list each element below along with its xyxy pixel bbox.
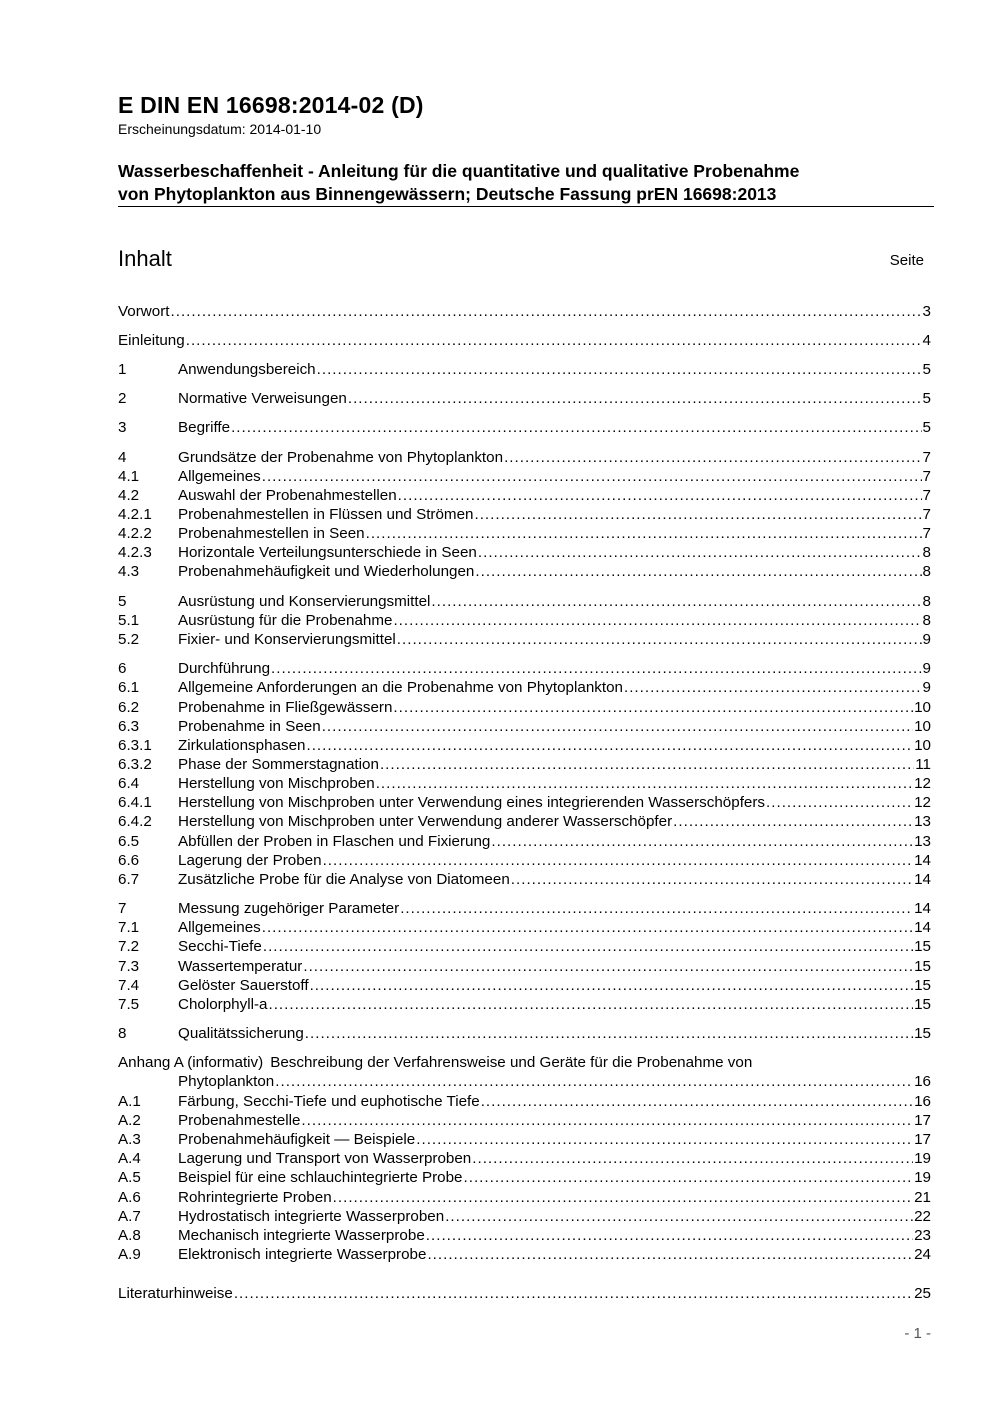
toc-entry-number: 7.1 [118,919,140,936]
toc-entry-label: Wassertemperatur [178,958,303,975]
toc-entry-page: 7 [922,525,931,542]
toc-entry-page: 15 [914,977,931,994]
toc-entry-number: 6.3 [118,718,140,735]
toc-entry-number: 6.6 [118,852,140,869]
toc-entry-number: A.7 [118,1208,141,1225]
toc-entry-page: 7 [922,487,931,504]
dot-leader [323,851,914,870]
toc-entry-page: 4 [922,332,931,349]
toc-entry[interactable] [118,1024,931,1043]
page-number: - 1 - [904,1325,931,1342]
toc-entry-number: 4.2 [118,487,140,504]
toc-entry-label: Probenahmestelle [178,1112,301,1129]
dot-leader [231,418,921,437]
toc-entry[interactable] [118,1245,931,1264]
toc-entry-label: Ausrüstung für die Probenahme [178,612,393,629]
dot-leader [511,870,913,889]
page-column-label: Seite [889,252,924,269]
toc-entry-page: 11 [915,756,931,773]
dot-leader [275,1072,913,1091]
toc-entry-label: Hydrostatisch integrierte Wasserproben [178,1208,445,1225]
toc-entry-number: 6.3.2 [118,756,152,773]
dot-leader [478,543,922,562]
toc-entry-page: 14 [914,871,931,888]
toc-entry-page: 19 [914,1150,931,1167]
toc-entry-page: 16 [914,1073,931,1090]
toc-entry-number: 4.2.2 [118,525,152,542]
dot-leader [305,1024,913,1043]
toc-entry-page: 9 [922,631,931,648]
toc-entry[interactable] [118,302,931,321]
toc-entry-number: 6.4.2 [118,813,152,830]
toc-entry[interactable] [118,562,931,581]
toc-entry-page: 7 [922,449,931,466]
toc-entry[interactable] [118,812,931,831]
toc-entry-number: 5 [118,593,127,610]
dot-leader [398,486,922,505]
toc-entry-page: 10 [914,737,931,754]
annex-a-title: Beschreibung der Verfahrensweise und Geräte für die Probenahme von [270,1054,753,1071]
toc-entry-label: Vorwort [118,303,170,320]
toc-entry-number: 7.4 [118,977,140,994]
dot-leader [376,774,913,793]
toc-entry[interactable] [118,1207,931,1226]
dot-leader [333,1188,913,1207]
dot-leader [322,717,913,736]
toc-entry[interactable] [118,755,931,774]
toc-entry-number: 6.5 [118,833,140,850]
toc-entry-label: Einleitung [118,332,185,349]
dot-leader [306,736,913,755]
toc-entry-number: A.2 [118,1112,141,1129]
dot-leader [766,793,913,812]
toc-entry[interactable] [118,937,931,956]
toc-entry-page: 8 [922,593,931,610]
toc-entry-label: Elektronisch integrierte Wasserprobe [178,1246,427,1263]
toc-entry-number: A.5 [118,1169,141,1186]
dot-leader [491,832,913,851]
toc-annex-a-heading[interactable] [118,1053,931,1072]
toc-entry-label: Mechanisch integrierte Wasserprobe [178,1227,425,1244]
toc-entry[interactable] [118,736,931,755]
dot-leader [262,918,913,937]
toc-entry[interactable] [118,870,931,889]
dot-leader [268,995,913,1014]
toc-entry-label: Durchführung [178,660,271,677]
toc-entry-page: 14 [914,852,931,869]
toc-entry-page: 17 [914,1131,931,1148]
toc-entry[interactable] [118,448,931,467]
toc-entry-label: Allgemeines [178,468,261,485]
toc-entry-page: 12 [914,794,931,811]
toc-entry-number: A.3 [118,1131,141,1148]
table-of-contents [118,0,931,1403]
toc-entry-number: 4.3 [118,563,140,580]
toc-heading: Inhalt [118,246,172,271]
toc-entry-number: 8 [118,1025,127,1042]
toc-entry[interactable] [118,851,931,870]
toc-entry[interactable] [118,524,931,543]
toc-entry-number: 4.2.1 [118,506,152,523]
toc-entry[interactable] [118,418,931,437]
toc-entry-page: 8 [922,563,931,580]
toc-entry-number: 5.2 [118,631,140,648]
toc-entry-number: A.1 [118,1093,141,1110]
toc-entry-page: 19 [914,1169,931,1186]
toc-entry-label: Allgemeines [178,919,261,936]
toc-entry-label: Normative Verweisungen [178,390,347,407]
publication-date: Erscheinungsdatum: 2014-01-10 [118,121,322,137]
toc-entry-page: 3 [922,303,931,320]
toc-entry-page: 25 [914,1285,931,1302]
toc-entry-number: 4.1 [118,468,140,485]
toc-entry-page: 7 [922,468,931,485]
toc-entry[interactable] [118,918,931,937]
toc-entry[interactable] [118,678,931,697]
toc-entry[interactable] [118,1149,931,1168]
dot-leader [445,1207,913,1226]
toc-entry-label: Probenahmehäufigkeit — Beispiele [178,1131,416,1148]
toc-entry-page: 15 [914,996,931,1013]
toc-entry-label: Auswahl der Probenahmestellen [178,487,397,504]
toc-entry[interactable] [118,467,931,486]
toc-entry-label: Fixier- und Konservierungsmittel [178,631,396,648]
toc-entry-label: Allgemeine Anforderungen an die Probenahme von Phytoplankton [178,679,623,696]
toc-entry-page: 21 [914,1189,931,1206]
toc-entry-label: Literaturhinweise [118,1285,233,1302]
toc-entry-page: 9 [922,679,931,696]
dot-leader [427,1245,913,1264]
toc-entry-number: 6.3.1 [118,737,152,754]
toc-entry-label: Beispiel für eine schlauchintegrierte Probe [178,1169,463,1186]
toc-entry-page: 15 [914,1025,931,1042]
toc-entry-page: 13 [914,833,931,850]
dot-leader [317,360,922,379]
toc-entry[interactable] [118,717,931,736]
toc-entry-page: 16 [914,1093,931,1110]
toc-entry-label: Abfüllen der Proben in Flaschen und Fixierung [178,833,491,850]
dot-leader [271,659,922,678]
annex-a-prefix: Anhang A (informativ) [118,1054,264,1071]
dot-leader [504,448,921,467]
toc-entry-label: Qualitätssicherung [178,1025,304,1042]
dot-leader [673,812,913,831]
toc-entry-page: 5 [922,361,931,378]
dot-leader [400,899,913,918]
toc-entry-number: 6.1 [118,679,140,696]
dot-leader [472,1149,913,1168]
dot-leader [301,1111,913,1130]
toc-entry-page: 8 [922,612,931,629]
dot-leader [263,937,913,956]
toc-entry-page: 10 [914,699,931,716]
toc-entry[interactable] [118,1111,931,1130]
toc-entry[interactable] [118,611,931,630]
toc-entry-number: 6.4 [118,775,140,792]
toc-entry-page: 23 [914,1227,931,1244]
toc-entry-label: Lagerung und Transport von Wasserproben [178,1150,472,1167]
toc-entry-page: 15 [914,958,931,975]
toc-entry[interactable] [118,832,931,851]
toc-entry-number: 4.2.3 [118,544,152,561]
dot-leader [303,957,913,976]
toc-entry-label: Begriffe [178,419,231,436]
toc-entry-page: 15 [914,938,931,955]
toc-entry-label: Probenahmehäufigkeit und Wiederholungen [178,563,475,580]
document-title-line-2: von Phytoplankton aus Binnengewässern; Deutsche Fassung prEN 16698:2013 [118,184,777,204]
toc-entry-label: Ausrüstung und Konservierungsmittel [178,593,431,610]
dot-leader [234,1284,913,1303]
dot-leader [624,678,922,697]
toc-entry[interactable] [118,659,931,678]
toc-entry-page: 14 [914,919,931,936]
dot-leader [262,467,922,486]
toc-entry-number: A.6 [118,1189,141,1206]
toc-entry[interactable] [118,1188,931,1207]
toc-entry-page: 8 [922,544,931,561]
toc-entry-number: 6 [118,660,127,677]
toc-entry[interactable] [118,976,931,995]
toc-entry-label: Lagerung der Proben [178,852,322,869]
dot-leader [397,630,922,649]
dot-leader [481,1092,913,1111]
toc-entry-label: Phase der Sommerstagnation [178,756,379,773]
toc-entry-number: 7.3 [118,958,140,975]
toc-entry-number: 6.4.1 [118,794,152,811]
dot-leader [393,698,913,717]
dot-leader [464,1168,914,1187]
toc-entry-label: Herstellung von Mischproben unter Verwendung eines integrierenden Wasserschöpfers [178,794,766,811]
toc-entry-label: Secchi-Tiefe [178,938,262,955]
dot-leader [474,505,921,524]
toc-entry-page: 17 [914,1112,931,1129]
toc-entry-label: Färbung, Secchi-Tiefe und euphotische Tiefe [178,1093,480,1110]
toc-entry-label: Herstellung von Mischproben [178,775,375,792]
toc-entry-page: 14 [914,900,931,917]
toc-entry-number: 4 [118,449,127,466]
toc-entry[interactable] [118,1284,931,1303]
toc-entry-number: A.9 [118,1246,141,1263]
dot-leader [186,331,922,350]
toc-entry[interactable] [118,331,931,350]
toc-entry-label: Rohrintegrierte Proben [178,1189,332,1206]
toc-entry-page: 24 [914,1246,931,1263]
dot-leader [310,976,914,995]
toc-entry-label: Probenahmestellen in Seen [178,525,365,542]
toc-entry-number: 2 [118,390,127,407]
dot-leader [475,562,921,581]
toc-entry-number: 6.7 [118,871,140,888]
toc-entry[interactable] [118,486,931,505]
toc-entry-number: 6.2 [118,699,140,716]
toc-entry-page: 12 [914,775,931,792]
document-title-line-1: Wasserbeschaffenheit - Anleitung für die quantitative und qualitative Probenahme [118,161,800,181]
toc-entry-number: 7 [118,900,127,917]
toc-entry-label: Messung zugehöriger Parameter [178,900,400,917]
toc-entry[interactable] [118,1092,931,1111]
toc-entry[interactable] [118,1168,931,1187]
toc-entry[interactable] [118,543,931,562]
dot-leader [171,302,922,321]
toc-entry-page: 10 [914,718,931,735]
dot-leader [416,1130,913,1149]
toc-entry-number: 5.1 [118,612,140,629]
toc-entry-page: 9 [922,660,931,677]
toc-entry[interactable] [118,592,931,611]
toc-entry[interactable] [118,774,931,793]
toc-entry[interactable] [118,1072,931,1091]
toc-entry-page: 7 [922,506,931,523]
toc-entry-number: 1 [118,361,127,378]
toc-entry-label: Phytoplankton [178,1073,275,1090]
toc-entry[interactable] [118,505,931,524]
toc-entry-label: Probenahmestellen in Flüssen und Strömen [178,506,474,523]
toc-entry-number: 3 [118,419,127,436]
toc-entry-label: Zusätzliche Probe für die Analyse von Diatomeen [178,871,510,888]
toc-entry-label: Probenahme in Seen [178,718,321,735]
toc-entry[interactable] [118,630,931,649]
toc-entry-label: Cholorphyll-a [178,996,268,1013]
toc-entry-number: A.8 [118,1227,141,1244]
dot-leader [348,389,922,408]
toc-entry[interactable] [118,957,931,976]
toc-entry-page: 5 [922,390,931,407]
toc-entry-number: A.4 [118,1150,141,1167]
toc-entry[interactable] [118,1226,931,1245]
toc-entry-page: 5 [922,419,931,436]
toc-entry[interactable] [118,1130,931,1149]
toc-entry-label: Zirkulationsphasen [178,737,306,754]
dot-leader [393,611,921,630]
toc-entry-number: 7.2 [118,938,140,955]
toc-entry[interactable] [118,793,931,812]
dot-leader [366,524,922,543]
toc-entry-label: Herstellung von Mischproben unter Verwendung anderer Wasserschöpfer [178,813,673,830]
toc-entry-label: Anwendungsbereich [178,361,316,378]
toc-entry-label: Horizontale Verteilungsunterschiede in Seen [178,544,477,561]
toc-entry-page: 13 [914,813,931,830]
document-id: E DIN EN 16698:2014-02 (D) [118,92,424,118]
dot-leader [431,592,921,611]
toc-entry-label: Gelöster Sauerstoff [178,977,309,994]
toc-entry-page: 22 [914,1208,931,1225]
toc-entry[interactable] [118,389,931,408]
toc-entry-label: Probenahme in Fließgewässern [178,699,393,716]
toc-entry-number: 7.5 [118,996,140,1013]
toc-entry[interactable] [118,698,931,717]
toc-entry-label: Grundsätze der Probenahme von Phytoplankton [178,449,504,466]
toc-entry[interactable] [118,995,931,1014]
dot-leader [380,755,914,774]
toc-entry[interactable] [118,360,931,379]
toc-entry[interactable] [118,899,931,918]
dot-leader [426,1226,913,1245]
